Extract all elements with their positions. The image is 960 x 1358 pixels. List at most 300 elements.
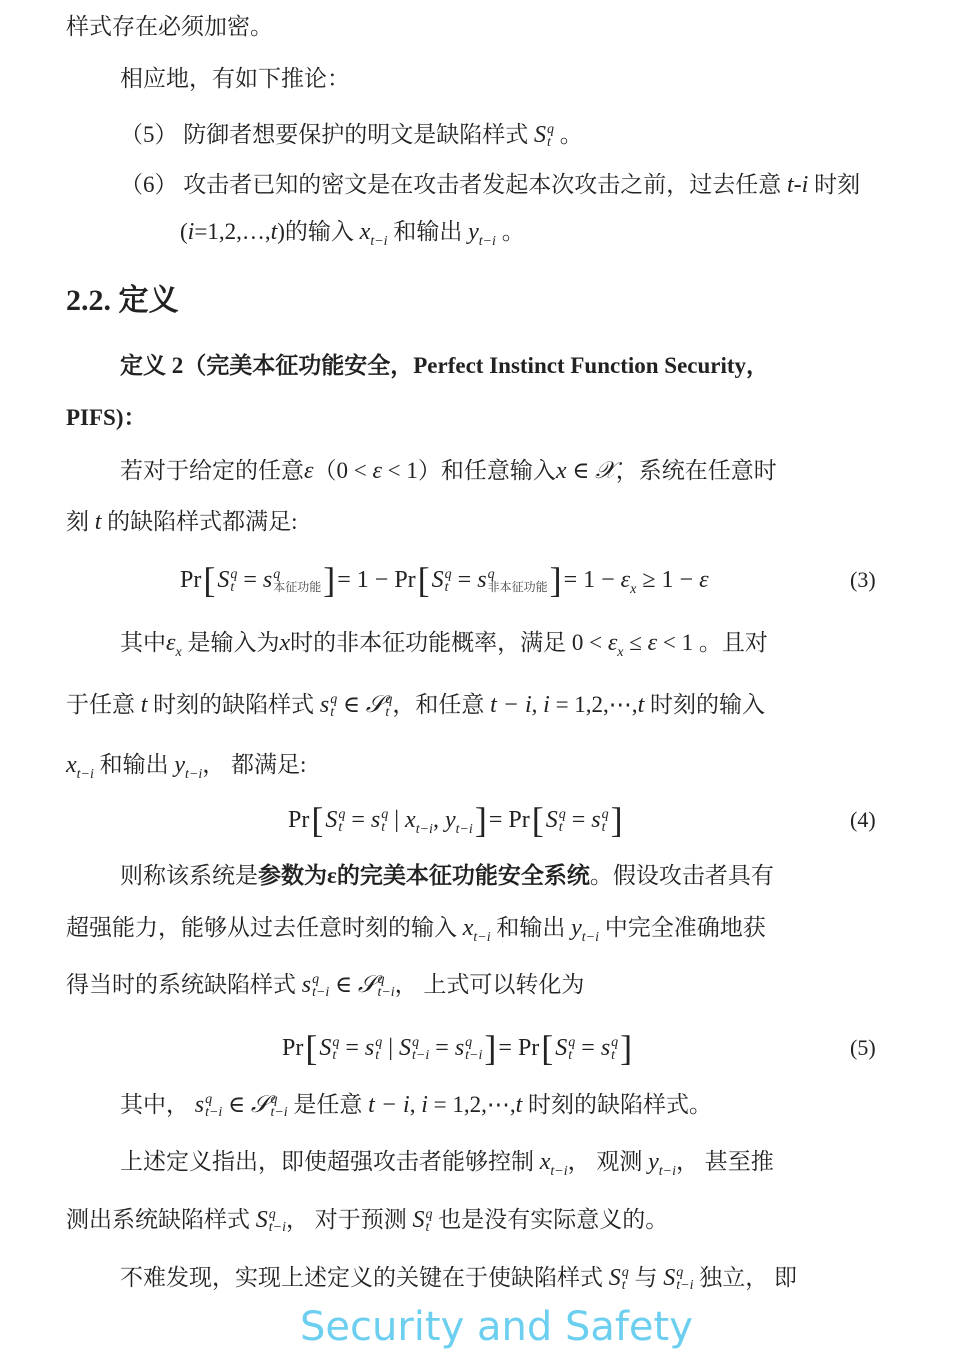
math-symbol — [255, 1207, 286, 1236]
math-var: 𝒮 — [357, 972, 377, 998]
subscript: t−i — [473, 930, 491, 945]
text-line — [120, 1147, 774, 1187]
text-run: 时的非本征功能概率，满足 0 < — [290, 630, 608, 655]
script-stack — [611, 1036, 618, 1062]
text-run: ， 上式可以转化为 — [394, 972, 585, 997]
script-stack — [269, 1208, 286, 1234]
superscript: q — [425, 1207, 433, 1223]
subscript: t−i — [478, 234, 496, 249]
subscript: t−i — [312, 985, 330, 1001]
math-var: t — [140, 692, 148, 718]
math-var: ε — [699, 567, 709, 593]
text-run: = 1,2,⋯, — [427, 1092, 516, 1117]
text-run: ，和任意 — [392, 692, 491, 717]
subscript: t−i — [455, 822, 473, 837]
subscript: 本征功能 — [273, 580, 322, 595]
script-stack — [270, 1093, 287, 1119]
text-run: 时刻的输入 — [644, 692, 765, 717]
math-var: s — [454, 1035, 465, 1061]
math-symbol — [250, 1092, 288, 1121]
superscript: q — [312, 972, 320, 988]
equation-4 — [288, 800, 625, 845]
math-symbol — [571, 915, 600, 945]
bracket: [ — [417, 560, 430, 600]
math-symbol — [699, 567, 708, 593]
subscript: t — [381, 820, 386, 836]
math-symbol — [555, 1035, 576, 1064]
math-var: s — [301, 972, 312, 998]
text-run: 独立， 即 — [693, 1265, 797, 1290]
text-run: , — [409, 1092, 422, 1117]
script-stack — [488, 568, 548, 594]
math-var: s — [262, 567, 273, 593]
math-symbol — [372, 458, 381, 484]
subscript: x — [175, 645, 182, 660]
subscript: t — [385, 705, 390, 721]
subscript: t — [621, 1278, 626, 1294]
math-symbol — [364, 1035, 383, 1064]
equation-5 — [282, 1028, 634, 1068]
text-run: （6） 攻击者已知的密文是在攻击者发起本次攻击之前，过去任意 — [120, 172, 787, 197]
text-run: = 1 − — [563, 567, 621, 593]
text-run: 2.2. 定义 — [66, 284, 179, 317]
text-run: 其中 — [120, 630, 166, 655]
text-run: （5） 防御者想要保护的明文是缺陷样式 — [120, 122, 534, 147]
superscript: q — [375, 1035, 383, 1051]
text-run: = — [237, 567, 263, 593]
math-symbol — [462, 915, 491, 945]
subscript: t−i — [377, 985, 395, 1001]
text-run: < 1）和任意输入 — [381, 458, 556, 483]
script-stack — [676, 1266, 693, 1292]
text-run: = — [339, 1035, 365, 1061]
math-symbol — [174, 752, 203, 782]
text-run: Pr — [180, 567, 202, 593]
math-var: S — [663, 1265, 676, 1291]
equation-number: (4) — [850, 807, 876, 832]
text-line — [66, 12, 273, 42]
math-symbol — [279, 630, 290, 656]
math-symbol — [454, 1035, 483, 1064]
math-var: t — [270, 219, 278, 245]
math-var: ε — [372, 458, 382, 484]
bracket: ] — [474, 800, 487, 840]
text-run: , — [531, 692, 544, 717]
superscript: q — [601, 807, 609, 823]
script-stack — [312, 973, 329, 999]
superscript: q — [332, 1035, 340, 1051]
math-symbol — [368, 1092, 410, 1118]
text-run: 不难发现，实现上述定义的关键在于使缺陷样式 — [120, 1265, 609, 1290]
text-run: | — [388, 807, 406, 833]
script-stack — [465, 1036, 482, 1062]
text-run: = 1 − Pr — [337, 567, 416, 593]
text-run: = — [575, 1035, 601, 1061]
text-run: PIFS)： — [66, 405, 147, 430]
math-var: s — [477, 567, 487, 593]
math-symbol — [263, 567, 321, 593]
math-symbol — [648, 1149, 677, 1179]
math-var: i — [543, 692, 550, 718]
math-symbol — [539, 1149, 568, 1179]
superscript: q — [377, 972, 385, 988]
subscript: t — [332, 1048, 337, 1064]
subscript: t — [547, 135, 551, 151]
math-symbol — [787, 172, 808, 198]
text-line — [120, 1090, 712, 1120]
script-stack — [205, 1093, 222, 1119]
math-var: S — [325, 807, 338, 833]
text-run: ， 都满足: — [202, 752, 307, 777]
math-var: S — [399, 1035, 412, 1061]
subscript: t−i — [270, 1105, 288, 1121]
text-line — [66, 403, 147, 433]
text-line — [66, 750, 306, 790]
math-symbol — [319, 1035, 340, 1064]
text-line — [120, 170, 860, 200]
text-run: ≤ — [623, 630, 648, 655]
text-run: 和输出 — [490, 915, 572, 940]
math-var: ε — [166, 630, 176, 656]
math-symbol — [301, 972, 330, 1001]
subscript: t — [568, 1048, 573, 1064]
math-symbol — [405, 807, 433, 837]
superscript: q — [621, 1265, 629, 1281]
text-run: 中完全准确地获 — [599, 915, 766, 940]
math-var: S — [217, 567, 230, 593]
math-var: x — [359, 219, 371, 245]
bracket: ] — [620, 1028, 633, 1068]
superscript: q — [611, 1035, 619, 1051]
text-run: ∈ — [566, 458, 596, 483]
text-run: 是任意 — [287, 1092, 369, 1117]
math-symbol — [66, 752, 94, 782]
math-symbol — [556, 458, 567, 484]
math-var: s — [600, 1035, 611, 1061]
text-run: ∈ — [329, 972, 358, 997]
text-run: 时刻 — [808, 172, 861, 197]
text-line — [66, 913, 766, 953]
math-var: x — [66, 752, 77, 778]
text-run: = — [451, 567, 478, 593]
text-run: = 1,2,⋯, — [549, 692, 638, 717]
script-stack — [547, 123, 554, 149]
math-var: t — [94, 509, 102, 535]
subscript: x — [617, 645, 624, 660]
script-stack — [622, 1266, 629, 1292]
superscript: q — [412, 1035, 420, 1051]
superscript: q — [444, 567, 452, 583]
math-var: s — [319, 692, 330, 718]
superscript: q — [268, 1207, 276, 1223]
text-line — [180, 217, 525, 257]
math-symbol — [608, 1265, 629, 1294]
bracket: [ — [541, 1028, 554, 1068]
math-symbol — [534, 122, 554, 151]
bracket: [ — [305, 1028, 318, 1068]
math-symbol — [444, 807, 473, 837]
text-line — [66, 1205, 668, 1235]
subscript: t — [611, 1048, 616, 1064]
text-line — [66, 690, 765, 720]
math-symbol — [319, 692, 338, 721]
superscript: q — [205, 1092, 213, 1108]
equation-number: (5) — [850, 1035, 876, 1060]
superscript: q — [270, 1092, 278, 1108]
text-run: ，系统在任意时 — [615, 458, 777, 483]
math-symbol — [620, 567, 637, 597]
text-run: = Pr — [498, 1035, 540, 1061]
math-var: x — [462, 915, 474, 941]
superscript: q — [465, 1035, 473, 1051]
text-run: 是输入为 — [181, 630, 280, 655]
math-var: y — [174, 752, 186, 778]
text-run: = — [565, 807, 592, 833]
subscript: t−i — [185, 767, 203, 782]
text-run: Pr — [282, 1035, 304, 1061]
text-run: =1,2,…, — [194, 219, 271, 244]
text-run: 得当时的系统缺陷样式 — [66, 972, 302, 997]
superscript: q — [385, 692, 393, 708]
text-line — [120, 628, 768, 668]
math-var: t − i — [490, 692, 532, 718]
script-stack — [273, 568, 321, 594]
math-symbol — [431, 567, 452, 596]
superscript: q — [487, 567, 495, 583]
math-symbol — [325, 807, 346, 836]
math-var: t-i — [787, 172, 809, 198]
math-var: ε — [647, 630, 658, 656]
subscript: t — [425, 1220, 430, 1236]
text-run: ≥ 1 − — [636, 567, 700, 593]
math-symbol — [591, 807, 609, 836]
math-var: S — [412, 1207, 425, 1233]
bracket: [ — [203, 560, 216, 600]
math-symbol — [421, 1092, 428, 1118]
math-symbol — [543, 692, 550, 718]
text-run: 与 — [628, 1265, 664, 1290]
text-run: 刻 — [66, 509, 95, 534]
math-var: x — [555, 458, 567, 484]
equation-number: (3) — [850, 567, 876, 592]
math-var: i — [421, 1092, 428, 1118]
subscript: t−i — [415, 822, 433, 837]
text-run: ∈ — [222, 1092, 251, 1117]
text-run: 相应地，有如下推论： — [120, 66, 350, 91]
math-var: ε — [304, 458, 314, 484]
subscript: t−i — [581, 930, 600, 945]
math-var: s — [591, 807, 601, 833]
math-var: s — [194, 1092, 205, 1118]
text-line — [120, 64, 350, 94]
math-symbol — [468, 219, 496, 249]
bracket: ] — [549, 560, 562, 600]
math-var: s — [364, 1035, 375, 1061]
text-run: ， 观测 — [567, 1149, 649, 1174]
text-run: )的输入 — [277, 219, 360, 244]
subscript: t−i — [550, 1164, 568, 1179]
math-var: t — [637, 692, 645, 718]
math-var: ε — [620, 567, 631, 593]
subscript: t−i — [676, 1278, 694, 1294]
text-run: 时刻的缺陷样式。 — [522, 1092, 713, 1117]
text-run: ， 甚至推 — [676, 1149, 774, 1174]
math-symbol — [600, 1035, 619, 1064]
text-run: 。 — [495, 219, 525, 244]
math-var: y — [444, 807, 456, 833]
math-var: y — [648, 1149, 659, 1175]
math-symbol — [217, 567, 238, 596]
bold-text: 参数为ε的完美本征功能安全系统 — [258, 863, 590, 888]
math-symbol — [607, 630, 624, 660]
math-symbol — [370, 807, 389, 836]
equation-3 — [180, 560, 709, 605]
math-symbol — [412, 1207, 433, 1236]
math-var: S — [319, 1035, 332, 1061]
subscript: t — [375, 1048, 380, 1064]
subscript: t — [338, 820, 343, 836]
text-run: 于任意 — [66, 692, 141, 717]
script-stack — [377, 973, 394, 999]
math-var: 𝒮 — [365, 692, 385, 718]
subscript: t−i — [370, 234, 388, 249]
math-var: y — [468, 219, 479, 245]
subscript: t — [601, 820, 606, 836]
script-stack — [602, 808, 609, 834]
text-run: 测出系统缺陷样式 — [66, 1207, 256, 1232]
text-run: 则称该系统是 — [120, 863, 258, 888]
text-run: ， 对于预测 — [285, 1207, 413, 1232]
math-symbol — [194, 1092, 223, 1121]
text-run: Pr — [288, 807, 310, 833]
text-line — [66, 970, 584, 1000]
text-run: 若对于给定的任意 — [120, 458, 304, 483]
text-run: 和输出 — [387, 219, 469, 244]
math-var: S — [608, 1265, 621, 1291]
subscript: t−i — [658, 1164, 677, 1179]
subscript: t−i — [76, 767, 94, 782]
watermark: Security and Safety — [300, 1304, 693, 1350]
text-run: 上述定义指出，即使超强攻击者能够控制 — [120, 1149, 540, 1174]
subscript: t−i — [465, 1048, 483, 1064]
math-var: ε — [607, 630, 618, 656]
superscript: q — [568, 1035, 576, 1051]
bracket: ] — [484, 1028, 497, 1068]
text-line — [66, 507, 298, 537]
text-line — [120, 456, 777, 486]
superscript: q — [676, 1265, 684, 1281]
text-line — [120, 351, 769, 381]
math-var: 𝒳 — [595, 458, 616, 484]
superscript: q — [273, 567, 281, 583]
math-symbol — [545, 807, 566, 836]
subscript: x — [630, 582, 637, 597]
text-run: , — [432, 807, 445, 833]
superscript: q — [230, 567, 238, 583]
subscript: t — [444, 580, 449, 596]
text-run: 也是没有实际意义的。 — [432, 1207, 669, 1232]
subscript: t — [230, 580, 235, 596]
text-run: 。假设攻击者具有 — [589, 863, 774, 888]
text-run: ( — [180, 219, 188, 244]
math-symbol — [399, 1035, 430, 1064]
subscript: t−i — [205, 1105, 223, 1121]
math-symbol — [648, 630, 657, 656]
math-symbol — [663, 1265, 694, 1294]
text-run: | — [382, 1035, 400, 1061]
math-var: i — [187, 219, 195, 245]
text-line — [120, 120, 583, 150]
math-var: S — [545, 807, 558, 833]
math-symbol — [359, 219, 388, 249]
text-run: （0 < — [313, 458, 373, 483]
bracket: [ — [531, 800, 544, 840]
bracket: ] — [323, 560, 336, 600]
script-stack — [412, 1036, 429, 1062]
script-stack — [559, 808, 566, 834]
math-var: S — [534, 122, 546, 148]
text-run: 。 — [554, 122, 583, 147]
math-var: S — [255, 1207, 268, 1233]
text-run: = — [345, 807, 371, 833]
superscript: q — [381, 807, 389, 823]
text-line — [120, 1263, 797, 1293]
math-var: x — [405, 807, 416, 833]
bracket: [ — [311, 800, 324, 840]
text-run: = Pr — [488, 807, 530, 833]
math-symbol — [365, 692, 393, 721]
text-run: 超强能力，能够从过去任意时刻的输入 — [66, 915, 463, 940]
math-var: x — [539, 1149, 551, 1175]
text-run: = — [429, 1035, 455, 1061]
text-line — [120, 861, 774, 891]
math-var: s — [370, 807, 381, 833]
superscript: q — [330, 692, 338, 708]
math-symbol — [477, 567, 547, 593]
math-var: 𝒮 — [250, 1092, 270, 1118]
math-symbol — [166, 630, 182, 660]
text-run: ∈ — [337, 692, 366, 717]
math-var: y — [571, 915, 582, 941]
subscript: t−i — [412, 1048, 430, 1064]
text-run: 其中， — [120, 1092, 195, 1117]
math-var: t − i — [368, 1092, 410, 1118]
text-line — [66, 286, 179, 316]
subscript: t — [558, 820, 563, 836]
subscript: t−i — [268, 1220, 286, 1236]
script-stack — [445, 568, 452, 594]
math-symbol — [357, 972, 395, 1001]
math-var: t — [515, 1092, 523, 1118]
text-run: 和输出 — [93, 752, 175, 777]
superscript: q — [547, 122, 554, 138]
math-symbol — [595, 458, 616, 484]
text-run: 样式存在必须加密。 — [66, 14, 273, 39]
text-run: 定义 2（完美本征功能安全，Perfect Instinct Function Security， — [120, 353, 770, 378]
superscript: q — [558, 807, 566, 823]
text-run: < 1 。且对 — [657, 630, 768, 655]
superscript: q — [338, 807, 346, 823]
subscript: 非本征功能 — [487, 580, 548, 595]
text-run: 时刻的缺陷样式 — [147, 692, 320, 717]
subscript: t — [330, 705, 335, 721]
math-var: S — [431, 567, 444, 593]
text-run: 的缺陷样式都满足: — [101, 509, 298, 534]
bracket: ] — [610, 800, 623, 840]
math-var: S — [555, 1035, 568, 1061]
math-symbol — [490, 692, 532, 718]
math-var: x — [279, 630, 291, 656]
